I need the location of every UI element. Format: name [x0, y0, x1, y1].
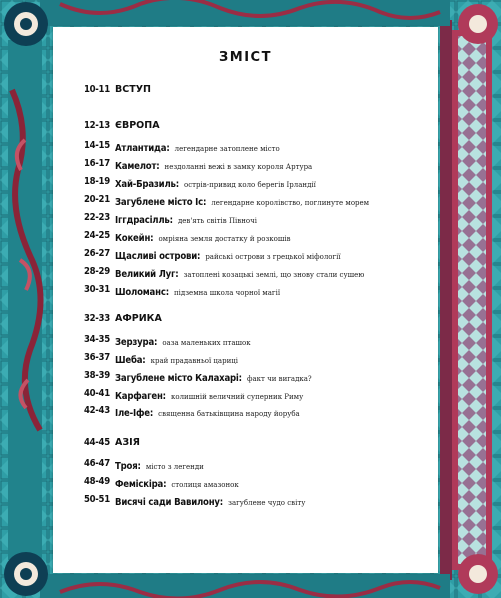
section-name: АЗІЯ — [115, 437, 140, 448]
section-pages: 44-45 — [84, 437, 110, 448]
entry-description: легендарне королівство, поглинуте морем — [211, 199, 370, 207]
entry-description: затоплені козацькі землі, що знову стали сушею — [183, 271, 365, 279]
entry-name: Кокейн: — [115, 233, 154, 244]
entry-name: Камелот: — [115, 161, 160, 172]
entry-pages: 38-39 — [84, 370, 110, 381]
entry-name: Хай-Бразиль: — [115, 179, 179, 190]
entry-name: Шеба: — [115, 355, 146, 366]
toc-entry[interactable] — [84, 369, 428, 383]
entry-pages: 50-51 — [84, 494, 110, 505]
entry-name: Феміскіра: — [115, 479, 167, 490]
entry-pages: 22-23 — [84, 212, 110, 223]
toc-entry[interactable] — [84, 157, 428, 171]
toc-entry[interactable] — [84, 175, 428, 189]
entry-description: райські острови з грецької міфології — [205, 253, 341, 261]
toc-page — [53, 27, 438, 573]
section-pages: 10-11 — [84, 84, 110, 95]
entry-name: Великий Луг: — [115, 269, 179, 280]
entry-pages: 20-21 — [84, 194, 110, 205]
entry-description: столиця амазонок — [171, 481, 239, 489]
entry-pages: 42-43 — [84, 405, 110, 416]
toc-entry[interactable] — [84, 457, 428, 471]
entry-description: острів-привид коло берегів Ірландії — [184, 181, 316, 189]
entry-pages: 14-15 — [84, 140, 110, 151]
entry-pages: 18-19 — [84, 176, 110, 187]
entry-name: Іггдрасілль: — [115, 215, 173, 226]
entry-description: факт чи вигадка? — [246, 375, 312, 383]
toc-section[interactable] — [84, 312, 428, 326]
entry-pages: 36-37 — [84, 352, 110, 363]
toc-entry[interactable] — [84, 333, 428, 347]
entry-description: колишній величний суперник Риму — [171, 393, 304, 401]
section-name: ВСТУП — [115, 84, 151, 95]
entry-name: Троя: — [115, 461, 141, 472]
entry-name: Шоломанс: — [115, 287, 169, 298]
entry-pages: 24-25 — [84, 230, 110, 241]
entry-name: Щасливі острови: — [115, 251, 201, 262]
section-pages: 32-33 — [84, 313, 110, 324]
entry-name: Атлантида: — [115, 143, 170, 154]
entry-pages: 28-29 — [84, 266, 110, 277]
entry-name: Висячі сади Вавилону: — [115, 497, 224, 508]
entry-pages: 48-49 — [84, 476, 110, 487]
entry-pages: 34-35 — [84, 334, 110, 345]
entry-description: легендарне затоплене місто — [174, 145, 280, 153]
entry-name: Зерзура: — [115, 337, 158, 348]
entry-description: нездоланні вежі в замку короля Артура — [164, 163, 313, 171]
entry-description: священна батьківщина народу йоруба — [158, 410, 300, 418]
toc-entry[interactable] — [84, 265, 428, 279]
toc-entry[interactable] — [84, 283, 428, 297]
entry-pages: 40-41 — [84, 388, 110, 399]
entry-name: Іле-Іфе: — [115, 408, 154, 419]
toc-entry[interactable] — [84, 493, 428, 507]
toc-entry[interactable] — [84, 351, 428, 365]
entry-description: місто з легенди — [145, 463, 204, 471]
toc-entry[interactable] — [84, 247, 428, 261]
toc-entry[interactable] — [84, 475, 428, 489]
entry-pages: 16-17 — [84, 158, 110, 169]
toc-entry[interactable] — [84, 211, 428, 225]
entry-description: дев'ять світів Півночі — [177, 217, 257, 225]
toc-entry[interactable] — [84, 139, 428, 153]
entry-description: оаза маленьких пташок — [162, 339, 251, 347]
toc-section[interactable] — [84, 119, 428, 133]
entry-name: Загублене місто Калахарі: — [115, 373, 242, 384]
entry-description: підземна школа чорної магії — [174, 289, 281, 297]
entry-pages: 30-31 — [84, 284, 110, 295]
section-name: АФРИКА — [115, 313, 162, 324]
entry-description: загублене чудо світу — [228, 499, 306, 507]
toc-entry[interactable] — [84, 229, 428, 243]
toc-entry[interactable] — [84, 193, 428, 207]
toc-entry[interactable] — [84, 387, 428, 401]
toc-section[interactable] — [84, 436, 428, 450]
entry-description: омріяна земля достатку й розкошів — [158, 235, 291, 243]
entry-name: Загублене місто Іс: — [115, 197, 207, 208]
entry-pages: 26-27 — [84, 248, 110, 259]
entry-name: Карфаген: — [115, 391, 166, 402]
section-pages: 12-13 — [84, 120, 110, 131]
entry-description: край прадавньої цариці — [150, 357, 238, 365]
toc-section[interactable] — [84, 83, 428, 97]
toc-entry[interactable] — [84, 404, 428, 418]
page-title: ЗМІСТ — [219, 50, 272, 65]
entry-pages: 46-47 — [84, 458, 110, 469]
section-name: ЄВРОПА — [115, 120, 160, 131]
